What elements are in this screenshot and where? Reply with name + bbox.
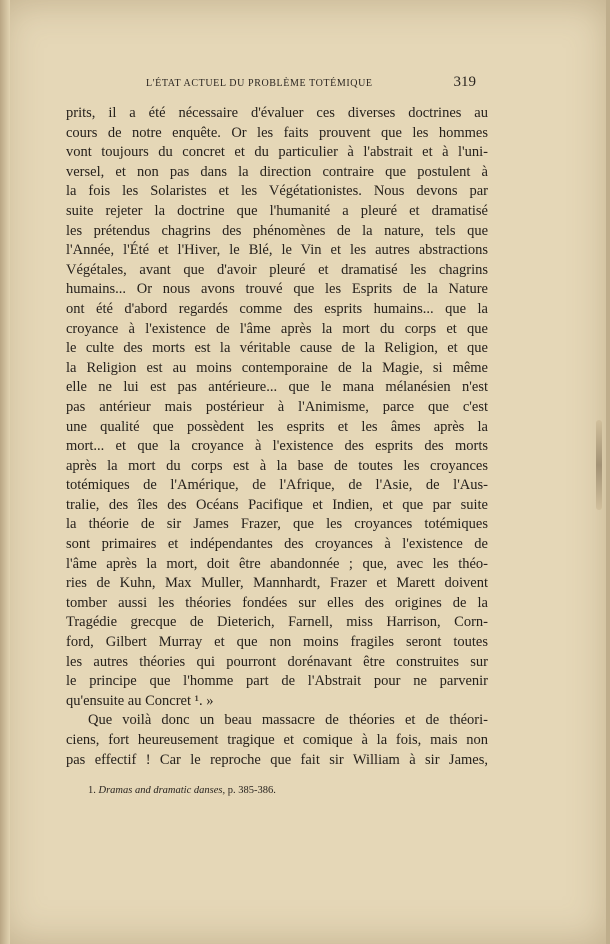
running-title: L'ÉTAT ACTUEL DU PROBLÈME TOTÉMIQUE bbox=[146, 78, 373, 89]
text-line: totémiques de l'Amérique, de l'Afrique, de l'Asie, de l'Aus- bbox=[66, 477, 488, 494]
text-line: qu'ensuite au Concret ¹. » bbox=[66, 692, 214, 709]
text-line: cours de notre enquête. Or les faits prouvent que les hommes bbox=[66, 124, 488, 141]
page-header bbox=[146, 72, 476, 94]
footnote bbox=[88, 785, 468, 796]
footnote-number: 1. bbox=[88, 785, 96, 796]
text-line: pas effectif ! Car le reproche que fait sir William à sir James, bbox=[66, 751, 488, 768]
text-line: après la mort du corps est à la base de toutes les croyances bbox=[66, 457, 488, 474]
text-line: ciens, fort heureusement tragique et comique à la fois, mais non bbox=[66, 732, 488, 748]
text-line: ries de Kuhn, Max Muller, Mannhardt, Frazer et Marett doivent bbox=[66, 575, 488, 592]
text-line: la Religion est au moins contemporaine de la Magie, si même bbox=[66, 359, 488, 376]
text-line: croyance à l'existence de l'âme après la mort du corps et que bbox=[66, 320, 488, 337]
text-line: Végétales, avant que d'avoir pleuré et dramatisé les chagrins bbox=[66, 261, 488, 278]
footnote-title: Dramas and dramatic danses, bbox=[98, 785, 226, 796]
text-line: suite rejeter la doctrine que l'humanité a pleuré et dramatisé bbox=[66, 202, 488, 219]
text-line: le principe que l'homme part de l'Abstrait pour ne parvenir bbox=[66, 673, 488, 690]
text-line: Que voilà donc un beau massacre de théories et de théori- bbox=[88, 712, 488, 729]
text-line: ont été d'abord regardés comme des esprits humains... que la bbox=[66, 300, 488, 317]
text-line: la théorie de sir James Frazer, que les croyances totémiques bbox=[66, 516, 488, 533]
text-line: la fois les Solaristes et les Végétationistes. Nous devons par bbox=[66, 183, 488, 200]
page-number: 319 bbox=[453, 74, 476, 90]
page-stain bbox=[596, 420, 602, 510]
text-line: Tragédie grecque de Dieterich, Farnell, miss Harrison, Corn- bbox=[66, 614, 488, 631]
page-edge bbox=[606, 0, 610, 944]
text-line: l'Année, l'Été et l'Hiver, le Blé, le Vin et les autres abstractions bbox=[66, 242, 488, 259]
body-text bbox=[66, 104, 488, 770]
text-line: pas antérieur mais postérieur à l'Animisme, parce que c'est bbox=[66, 398, 488, 415]
text-line: une qualité que possèdent les esprits et les âmes après la bbox=[66, 418, 488, 435]
text-line: le culte des morts est la véritable cause de la Religion, et que bbox=[66, 340, 488, 357]
text-line: tomber aussi les théories fondées sur elles des origines de la bbox=[66, 594, 488, 611]
text-line: les prétendus chagrins des phénomènes de la nature, tels que bbox=[66, 222, 488, 239]
text-line: mort... et que la croyance à l'existence des esprits des morts bbox=[66, 438, 488, 455]
text-line: elle ne lui est pas antérieure... que le mana mélanésien n'est bbox=[66, 379, 488, 396]
text-line: tralie, des îles des Océans Pacifique et Indien, et que par suite bbox=[66, 496, 488, 513]
text-line: sont primaires et indépendantes des croyances à l'existence de bbox=[66, 536, 488, 553]
page-gutter bbox=[0, 0, 10, 944]
text-line: versel, et non pas dans la direction contraire que postulent à bbox=[66, 163, 488, 180]
text-line: les autres théories qui pourront dorénavant être construites sur bbox=[66, 653, 488, 670]
text-line: vont toujours du concret et du particulier à l'abstrait et à l'uni- bbox=[66, 144, 488, 161]
text-line: humains... Or nous avons trouvé que les Esprits de la Nature bbox=[66, 281, 488, 298]
text-line: prits, il a été nécessaire d'évaluer ces diverses doctrines au bbox=[66, 105, 488, 121]
text-line: l'âme après la mort, doit être abandonnée ; que, avec les théo- bbox=[66, 555, 488, 572]
text-line: ford, Gilbert Murray et que non moins fragiles seront toutes bbox=[66, 634, 488, 651]
footnote-pages: p. 385-386. bbox=[227, 785, 276, 796]
